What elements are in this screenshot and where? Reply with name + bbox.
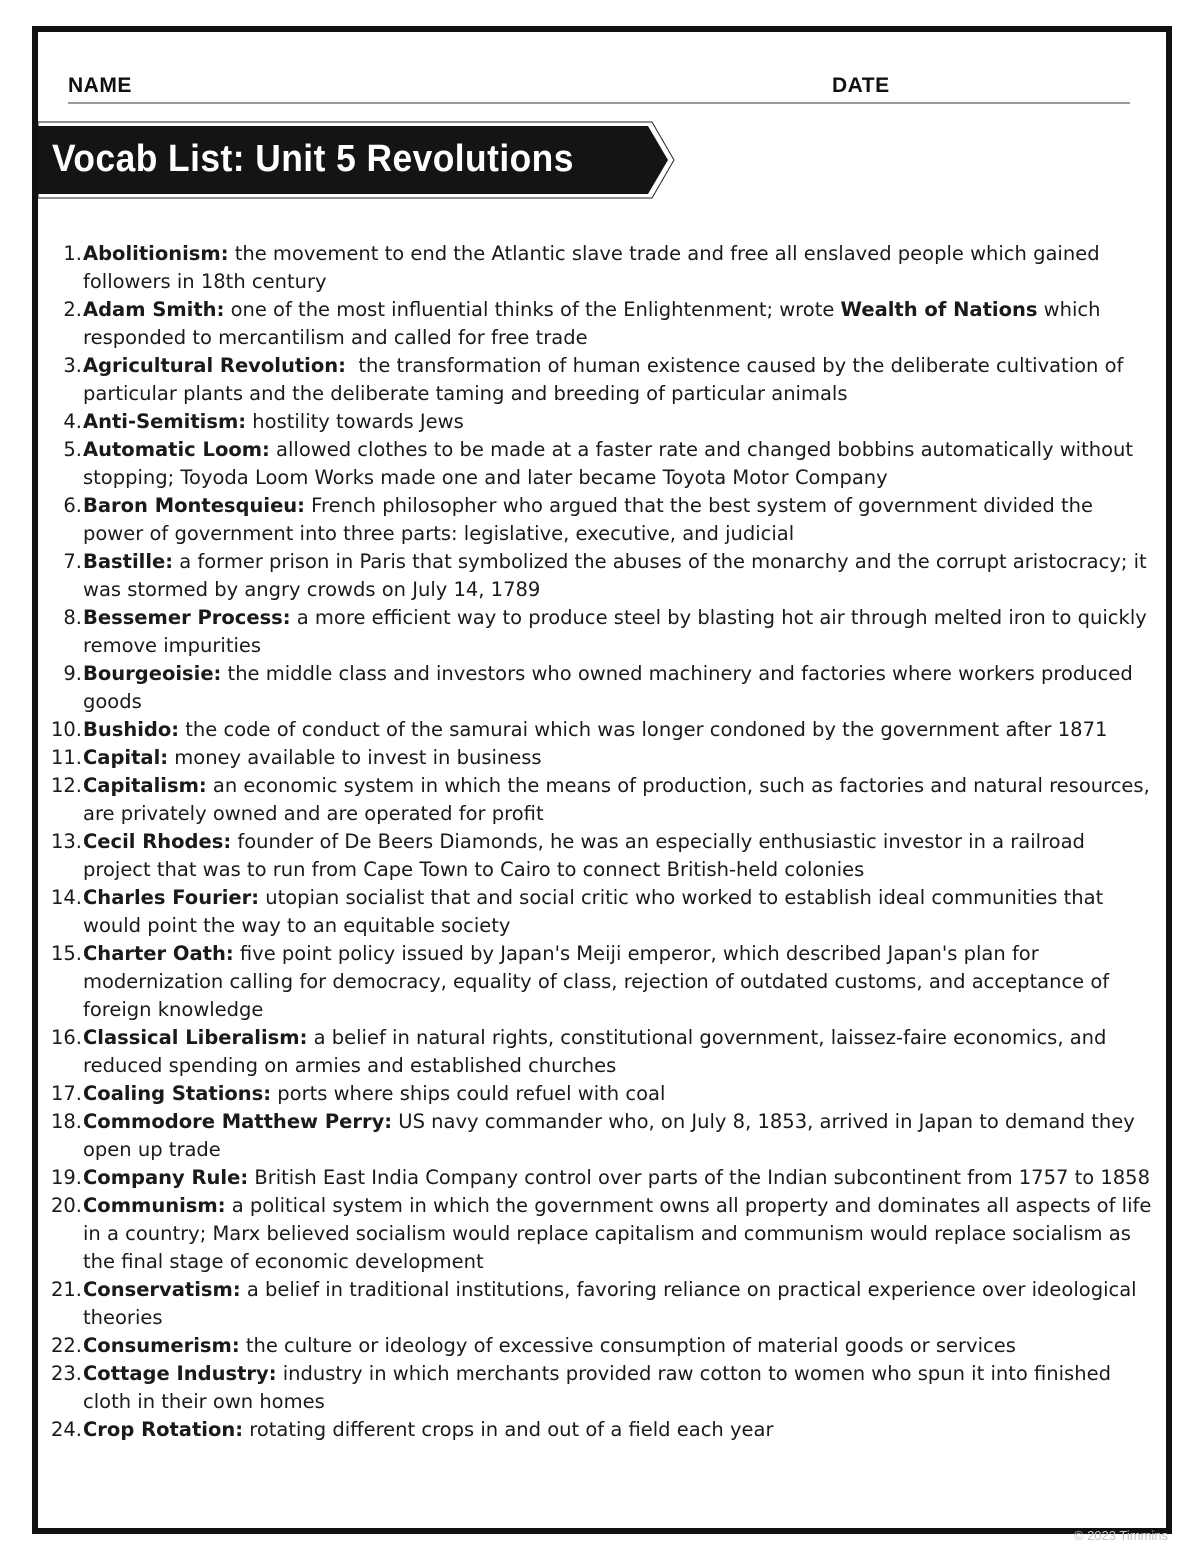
- item-body: [83, 1360, 1154, 1416]
- vocab-definition: US navy commander who, on July 8, 1853, arrived in Japan to demand they open up trade: [83, 1110, 1142, 1161]
- vocab-term: Bessemer Process:: [83, 606, 291, 629]
- vocab-item: [48, 408, 1154, 436]
- vocab-item: [48, 1164, 1154, 1192]
- vocab-definition: ports where ships could refuel with coal: [271, 1082, 666, 1105]
- item-number: 5.: [63, 438, 82, 461]
- vocab-term: Agricultural Revolution:: [83, 354, 346, 377]
- vocab-list: [48, 240, 1158, 1444]
- item-number: 3.: [63, 354, 82, 377]
- item-body: [83, 604, 1154, 660]
- vocab-definition: an economic system in which the means of production, such as factories and natural resources, are privately owned and are operated for profit: [83, 774, 1156, 825]
- vocab-definition: one of the most influential thinks of the Enlightenment; wrote: [224, 298, 841, 321]
- vocab-term: Commodore Matthew Perry:: [83, 1110, 393, 1133]
- vocab-definition: money available to invest in business: [168, 746, 542, 769]
- vocab-item: [48, 1192, 1158, 1276]
- vocab-item: [48, 1416, 1154, 1444]
- item-body: [83, 744, 1154, 772]
- vocab-item: [48, 744, 1154, 772]
- vocab-term: Coaling Stations:: [83, 1082, 272, 1105]
- item-body: [83, 660, 1154, 716]
- vocab-term: Conservatism:: [83, 1278, 241, 1301]
- vocab-term: Bushido:: [83, 718, 180, 741]
- item-number: 4.: [63, 410, 82, 433]
- vocab-item: [48, 660, 1154, 716]
- vocab-definition: allowed clothes to be made at a faster rate and changed bobbins automatically without stopping; Toyoda Loom Works made one and later became Toyota Motor Company: [83, 438, 1140, 489]
- vocab-definition: the movement to end the Atlantic slave trade and free all enslaved people which gained followers in 18th century: [83, 242, 1106, 293]
- vocab-item: [48, 604, 1154, 660]
- vocab-definition: a former prison in Paris that symbolized the abuses of the monarchy and the corrupt aristocracy; it was stormed by angry crowds on July 14, 1789: [83, 550, 1153, 601]
- item-number: 10.: [50, 718, 82, 741]
- vocab-definition: a more efficient way to produce steel by blasting hot air through melted iron to quickly remove impurities: [83, 606, 1153, 657]
- vocab-item: [48, 884, 1154, 940]
- vocab-item: [48, 1108, 1154, 1164]
- vocab-term: Company Rule:: [83, 1166, 249, 1189]
- item-body: [83, 884, 1154, 940]
- item-number: 16.: [50, 1026, 82, 1049]
- vocab-item: [48, 1332, 1154, 1360]
- item-body: [83, 1276, 1154, 1332]
- vocab-definition: British East India Company control over parts of the Indian subcontinent from 1757 to 1858: [248, 1166, 1150, 1189]
- copyright-footer: © 2023 Timmins: [1073, 1528, 1168, 1543]
- vocab-term: Baron Montesquieu:: [83, 494, 305, 517]
- vocab-item: [48, 352, 1154, 408]
- item-body: [83, 940, 1154, 1024]
- vocab-term: Anti-Semitism:: [83, 410, 247, 433]
- item-body: [83, 492, 1154, 548]
- vocab-item: [48, 436, 1154, 492]
- vocab-definition: the code of conduct of the samurai which was longer condoned by the government after 1871: [179, 718, 1108, 741]
- item-number: 7.: [63, 550, 82, 573]
- vocab-term: Classical Liberalism:: [83, 1026, 308, 1049]
- vocab-item: [48, 772, 1154, 828]
- item-body: [83, 716, 1154, 744]
- vocab-item: [48, 940, 1154, 1024]
- vocab-definition: five point policy issued by Japan's Meiji emperor, which described Japan's plan for modernization calling for democracy, equality of class, rejection of outdated customs, and acceptance of foreign knowledge: [83, 942, 1116, 1021]
- item-body: [83, 240, 1154, 296]
- item-number: 17.: [50, 1082, 82, 1105]
- item-number: 12.: [50, 774, 82, 797]
- vocab-item: [48, 492, 1154, 548]
- vocab-term: Capital:: [83, 746, 169, 769]
- vocab-item: [48, 716, 1154, 744]
- vocab-definition: rotating different crops in and out of a field each year: [243, 1418, 774, 1441]
- item-body: [83, 1416, 1154, 1444]
- vocab-item: [48, 296, 1154, 352]
- item-number: 2.: [63, 298, 82, 321]
- vocab-definition: industry in which merchants provided raw cotton to women who spun it into finished cloth in their own homes: [83, 1362, 1118, 1413]
- item-number: 24.: [50, 1418, 82, 1441]
- vocab-definition: utopian socialist that and social critic who worked to establish ideal communities that would point the way to an equitable society: [83, 886, 1110, 937]
- item-body: [83, 1024, 1154, 1080]
- item-body: [83, 1192, 1158, 1276]
- vocab-term: Automatic Loom:: [83, 438, 270, 461]
- vocab-term: Adam Smith:: [83, 298, 225, 321]
- name-label: NAME: [68, 74, 132, 97]
- item-body: [83, 1332, 1154, 1360]
- vocab-item: [48, 1080, 1154, 1108]
- item-number: 6.: [63, 494, 82, 517]
- vocab-term: Cecil Rhodes:: [83, 830, 232, 853]
- vocab-term: Charles Fourier:: [83, 886, 260, 909]
- vocab-term: Bastille:: [83, 550, 174, 573]
- vocab-term: Consumerism:: [83, 1334, 240, 1357]
- item-number: 11.: [50, 746, 82, 769]
- vocab-definition: the middle class and investors who owned machinery and factories where workers produced goods: [83, 662, 1139, 713]
- item-number: 22.: [50, 1334, 82, 1357]
- item-body: [83, 1164, 1154, 1192]
- name-date-line: [68, 72, 1130, 104]
- item-number: 19.: [50, 1166, 82, 1189]
- vocab-item: [48, 1360, 1154, 1416]
- item-number: 9.: [63, 662, 82, 685]
- vocab-term: Bourgeoisie:: [83, 662, 222, 685]
- item-number: 1.: [63, 242, 82, 265]
- item-number: 23.: [50, 1362, 82, 1385]
- vocab-definition: a belief in natural rights, constitutional government, laissez-faire economics, and reduced spending on armies and established churches: [83, 1026, 1113, 1077]
- item-number: 20.: [50, 1194, 82, 1217]
- item-body: [83, 408, 1154, 436]
- item-number: 8.: [63, 606, 82, 629]
- vocab-term: Cottage Industry:: [83, 1362, 277, 1385]
- vocab-item: [48, 828, 1154, 884]
- vocab-definition-cont: which responded to mercantilism and called for free trade: [83, 298, 1107, 349]
- item-body: [83, 1080, 1154, 1108]
- vocab-item: [48, 1276, 1154, 1332]
- item-body: [83, 352, 1154, 408]
- item-body: [83, 772, 1154, 828]
- item-number: 13.: [50, 830, 82, 853]
- vocab-definition: a political system in which the government owns all property and dominates all aspects of life in a country; Marx believed socialism would replace capitalism and communism would replace socialism as the final stage of economic development: [83, 1194, 1158, 1273]
- vocab-definition: a belief in traditional institutions, favoring reliance on practical experience over ideological theories: [83, 1278, 1143, 1329]
- item-body: [83, 548, 1154, 604]
- item-number: 14.: [50, 886, 82, 909]
- vocab-definition: founder of De Beers Diamonds, he was an especially enthusiastic investor in a railroad project that was to run from Cape Town to Cairo to connect British-held colonies: [83, 830, 1092, 881]
- vocab-definition: the transformation of human existence caused by the deliberate cultivation of particular plants and the deliberate taming and breeding of particular animals: [83, 354, 1130, 405]
- item-body: [83, 1108, 1154, 1164]
- item-number: 18.: [50, 1110, 82, 1133]
- vocab-definition: hostility towards Jews: [246, 410, 464, 433]
- vocab-item: [48, 548, 1154, 604]
- item-number: 15.: [50, 942, 82, 965]
- date-label: DATE: [832, 74, 890, 97]
- item-number: 21.: [50, 1278, 82, 1301]
- vocab-item: [48, 240, 1154, 296]
- item-body: [83, 296, 1154, 352]
- vocab-definition: French philosopher who argued that the best system of government divided the power of government into three parts: legislative, executive, and judicial: [83, 494, 1100, 545]
- book-title: Wealth of Nations: [840, 298, 1038, 321]
- item-body: [83, 436, 1154, 492]
- vocab-term: Crop Rotation:: [83, 1418, 244, 1441]
- item-body: [83, 828, 1154, 884]
- vocab-term: Charter Oath:: [83, 942, 234, 965]
- vocab-item: [48, 1024, 1154, 1080]
- title-banner: [38, 120, 678, 200]
- vocab-term: Communism:: [83, 1194, 226, 1217]
- vocab-definition: the culture or ideology of excessive consumption of material goods or services: [239, 1334, 1016, 1357]
- vocab-term: Capitalism:: [83, 774, 207, 797]
- page-title: Vocab List: Unit 5 Revolutions: [52, 138, 574, 180]
- vocab-term: Abolitionism:: [83, 242, 229, 265]
